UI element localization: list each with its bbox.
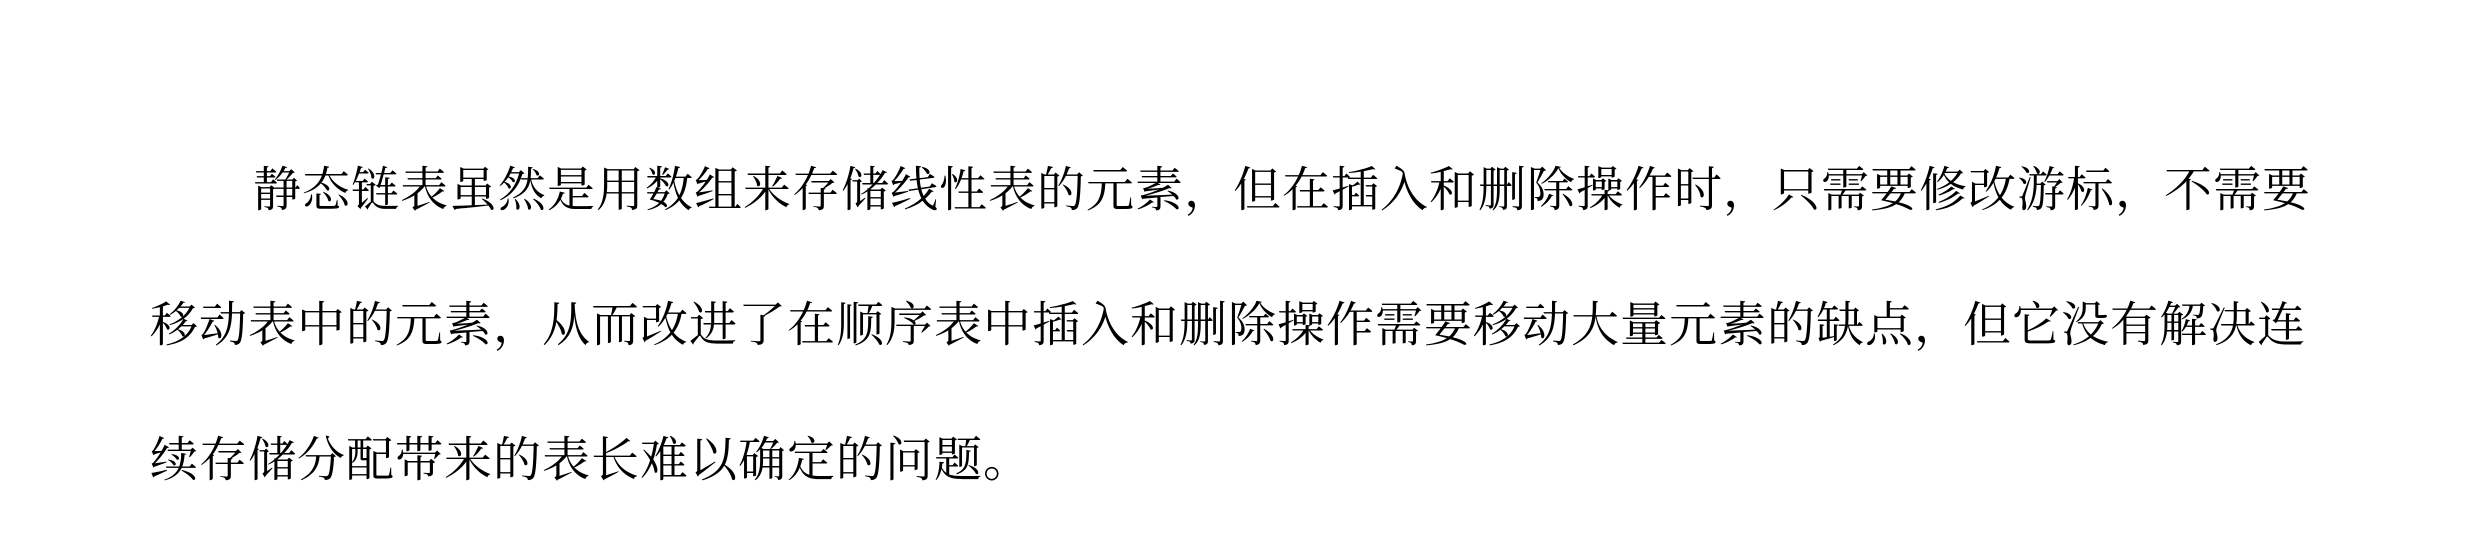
paragraph-line-3: 续存储分配带来的表长难以确定的问题。: [150, 432, 1033, 488]
paragraph-line-2: 移动表中的元素，从而改进了在顺序表中插入和删除操作需要移动大量元素的缺点，但它没有解决连: [150, 297, 2307, 353]
paragraph-line-1: 静态链表虽然是用数组来存储线性表的元素，但在插入和删除操作时，只需要修改游标，不需要: [253, 162, 2312, 218]
